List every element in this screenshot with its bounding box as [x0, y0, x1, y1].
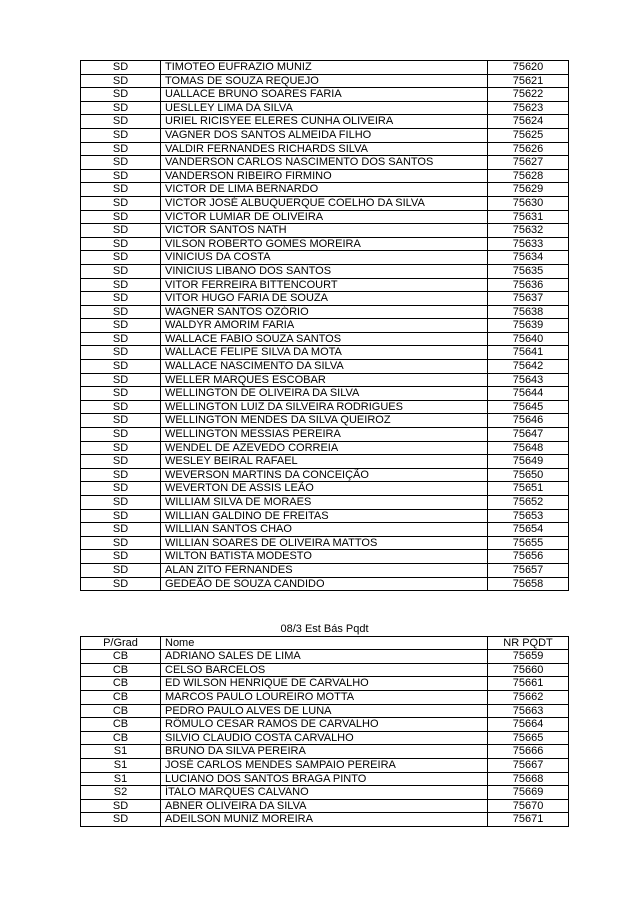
number-cell: 75623 [488, 101, 569, 115]
number-cell: 75655 [488, 536, 569, 550]
table-row [81, 550, 569, 564]
rank-cell: CB [81, 731, 161, 745]
rank-cell: S1 [81, 772, 161, 786]
table-row [81, 731, 569, 745]
table-row [81, 74, 569, 88]
rank-cell: CB [81, 718, 161, 732]
name-cell: BRUNO DA SILVA PEREIRA [161, 745, 488, 759]
name-cell: MARCOS PAULO LOUREIRO MOTTA [161, 690, 488, 704]
rank-cell: SD [81, 128, 161, 142]
rank-cell: SD [81, 813, 161, 827]
number-cell: 75633 [488, 237, 569, 251]
rank-cell: SD [81, 74, 161, 88]
number-cell: 75638 [488, 305, 569, 319]
name-cell: WESLEY BEIRAL RAFAEL [161, 455, 488, 469]
rank-cell: SD [81, 387, 161, 401]
rank-cell: SD [81, 346, 161, 360]
name-cell: WALLACE FABIO SOUZA SANTOS [161, 332, 488, 346]
name-cell: ALAN ZITO FERNANDES [161, 563, 488, 577]
header-number: NR PQDT [488, 636, 569, 650]
table-row [81, 332, 569, 346]
name-cell: VINICIUS LIBANO DOS SANTOS [161, 264, 488, 278]
number-cell: 75657 [488, 563, 569, 577]
name-cell: VILSON ROBERTO GOMES MOREIRA [161, 237, 488, 251]
rank-cell: SD [81, 183, 161, 197]
name-cell: WILLIAM SILVA DE MORAES [161, 496, 488, 510]
number-cell: 75668 [488, 772, 569, 786]
table-row [81, 455, 569, 469]
name-cell: WENDEL DE AZEVEDO CORREIA [161, 441, 488, 455]
name-cell: ÍTALO MARQUES CALVANO [161, 786, 488, 800]
number-cell: 75650 [488, 468, 569, 482]
rank-cell: SD [81, 305, 161, 319]
number-cell: 75651 [488, 482, 569, 496]
table-row [81, 650, 569, 664]
number-cell: 75625 [488, 128, 569, 142]
name-cell: TOMAS DE SOUZA REQUEJO [161, 74, 488, 88]
number-cell: 75664 [488, 718, 569, 732]
name-cell: VINICIUS DA COSTA [161, 251, 488, 265]
rank-cell: SD [81, 441, 161, 455]
table-row [81, 61, 569, 75]
rank-cell: S2 [81, 786, 161, 800]
name-cell: VANDERSON RIBEIRO FIRMINO [161, 169, 488, 183]
table-row [81, 663, 569, 677]
section-caption-row [81, 623, 569, 636]
name-cell: JOSÉ CARLOS MENDES SAMPAIO PEREIRA [161, 758, 488, 772]
table-row [81, 690, 569, 704]
name-cell: WALDYR AMORIM FARIA [161, 319, 488, 333]
name-cell: WELLER MARQUES ESCOBAR [161, 373, 488, 387]
table-row [81, 101, 569, 115]
name-cell: UALLACE BRUNO SOARES FARIA [161, 88, 488, 102]
rank-cell: CB [81, 704, 161, 718]
table-row [81, 745, 569, 759]
table-row [81, 677, 569, 691]
name-cell: LUCIANO DOS SANTOS BRAGA PINTO [161, 772, 488, 786]
number-cell: 75620 [488, 61, 569, 75]
number-cell: 75624 [488, 115, 569, 129]
rank-cell: SD [81, 577, 161, 591]
table-row [81, 786, 569, 800]
rank-cell: SD [81, 61, 161, 75]
table-row [81, 319, 569, 333]
table-row [81, 169, 569, 183]
table-row [81, 373, 569, 387]
number-cell: 75637 [488, 292, 569, 306]
rank-cell: SD [81, 428, 161, 442]
number-cell: 75648 [488, 441, 569, 455]
rank-cell: SD [81, 237, 161, 251]
number-cell: 75635 [488, 264, 569, 278]
rank-cell: SD [81, 142, 161, 156]
name-cell: WAGNER SANTOS OZÓRIO [161, 305, 488, 319]
rank-cell: CB [81, 663, 161, 677]
rank-cell: SD [81, 224, 161, 238]
table-row [81, 428, 569, 442]
rank-cell: SD [81, 400, 161, 414]
name-cell: VICTOR JOSÉ ALBUQUERQUE COELHO DA SILVA [161, 196, 488, 210]
number-cell: 75665 [488, 731, 569, 745]
rank-cell: SD [81, 509, 161, 523]
rank-cell: SD [81, 455, 161, 469]
header-name: Nome [161, 636, 488, 650]
name-cell: WELLINGTON LUIZ DA SILVEIRA RODRIGUES [161, 400, 488, 414]
name-cell: WELLINGTON MENDES DA SILVA QUEIROZ [161, 414, 488, 428]
name-cell: WELLINGTON MESSIAS PEREIRA [161, 428, 488, 442]
number-cell: 75658 [488, 577, 569, 591]
name-cell: URIEL RICISYEE ELERES CUNHA OLIVEIRA [161, 115, 488, 129]
name-cell: WILLIAN SOARES DE OLIVEIRA MATTOS [161, 536, 488, 550]
rank-cell: SD [81, 373, 161, 387]
name-cell: VANDERSON CARLOS NASCIMENTO DOS SANTOS [161, 156, 488, 170]
name-cell: WEVERTON DE ASSIS LEÃO [161, 482, 488, 496]
number-cell: 75652 [488, 496, 569, 510]
roster-table-2-body [81, 623, 569, 826]
rank-cell: SD [81, 88, 161, 102]
table-row [81, 88, 569, 102]
number-cell: 75663 [488, 704, 569, 718]
rank-cell: SD [81, 319, 161, 333]
number-cell: 75634 [488, 251, 569, 265]
table-row [81, 718, 569, 732]
number-cell: 75654 [488, 523, 569, 537]
name-cell: VALDIR FERNANDES RICHARDS SILVA [161, 142, 488, 156]
table-row [81, 251, 569, 265]
name-cell: WILTON BATISTA MODESTO [161, 550, 488, 564]
name-cell: VITOR FERREIRA BITTENCOURT [161, 278, 488, 292]
name-cell: RÔMULO CESAR RAMOS DE CARVALHO [161, 718, 488, 732]
table-row [81, 536, 569, 550]
rank-cell: CB [81, 690, 161, 704]
name-cell: ADRIANO SALES DE LIMA [161, 650, 488, 664]
name-cell: ABNER OLIVEIRA DA SILVA [161, 799, 488, 813]
table-row [81, 264, 569, 278]
number-cell: 75656 [488, 550, 569, 564]
name-cell: VICTOR LUMIAR DE OLIVEIRA [161, 210, 488, 224]
number-cell: 75661 [488, 677, 569, 691]
table-row [81, 224, 569, 238]
number-cell: 75621 [488, 74, 569, 88]
number-cell: 75632 [488, 224, 569, 238]
table-row [81, 196, 569, 210]
rank-cell: SD [81, 360, 161, 374]
rank-cell: SD [81, 332, 161, 346]
table-row [81, 468, 569, 482]
number-cell: 75643 [488, 373, 569, 387]
table-row [81, 509, 569, 523]
number-cell: 75628 [488, 169, 569, 183]
number-cell: 75667 [488, 758, 569, 772]
table-row [81, 183, 569, 197]
table-row [81, 360, 569, 374]
name-cell: WEVERSON MARTINS DA CONCEIÇÃO [161, 468, 488, 482]
rank-cell: SD [81, 210, 161, 224]
number-cell: 75649 [488, 455, 569, 469]
table-row [81, 210, 569, 224]
rank-cell: SD [81, 251, 161, 265]
number-cell: 75629 [488, 183, 569, 197]
name-cell: TIMOTEO EUFRAZIO MUNIZ [161, 61, 488, 75]
table-row [81, 128, 569, 142]
name-cell: PEDRO PAULO ALVES DE LUNA [161, 704, 488, 718]
rank-cell: S1 [81, 745, 161, 759]
rank-cell: SD [81, 563, 161, 577]
table-header-row [81, 636, 569, 650]
roster-table-1-body [81, 61, 569, 591]
name-cell: VITOR HUGO FARIA DE SOUZA [161, 292, 488, 306]
table-row [81, 292, 569, 306]
name-cell: WALLACE FELIPE SILVA DA MOTA [161, 346, 488, 360]
table-row [81, 278, 569, 292]
section-caption: 08/3 Est Bás Pqdt [280, 623, 369, 635]
rank-cell: SD [81, 414, 161, 428]
roster-table-1 [80, 60, 569, 591]
number-cell: 75639 [488, 319, 569, 333]
table-row [81, 115, 569, 129]
name-cell: ADEILSON MUNIZ MOREIRA [161, 813, 488, 827]
name-cell: VICTOR DE LIMA BERNARDO [161, 183, 488, 197]
number-cell: 75660 [488, 663, 569, 677]
rank-cell: SD [81, 169, 161, 183]
number-cell: 75640 [488, 332, 569, 346]
number-cell: 75666 [488, 745, 569, 759]
name-cell: WILLIAN SANTOS CHAO [161, 523, 488, 537]
name-cell: UESLLEY LIMA DA SILVA [161, 101, 488, 115]
number-cell: 75646 [488, 414, 569, 428]
rank-cell: S1 [81, 758, 161, 772]
table-row [81, 414, 569, 428]
table-row [81, 496, 569, 510]
number-cell: 75627 [488, 156, 569, 170]
number-cell: 75659 [488, 650, 569, 664]
number-cell: 75636 [488, 278, 569, 292]
rank-cell: SD [81, 536, 161, 550]
rank-cell: SD [81, 156, 161, 170]
table-row [81, 441, 569, 455]
rank-cell: CB [81, 650, 161, 664]
rank-cell: SD [81, 115, 161, 129]
rank-cell: SD [81, 482, 161, 496]
table-row [81, 813, 569, 827]
rank-cell: SD [81, 550, 161, 564]
rank-cell: SD [81, 523, 161, 537]
roster-table-2 [80, 623, 569, 827]
name-cell: GEDEÃO DE SOUZA CANDIDO [161, 577, 488, 591]
table-row [81, 563, 569, 577]
table-row [81, 142, 569, 156]
table-row [81, 346, 569, 360]
rank-cell: SD [81, 264, 161, 278]
name-cell: CELSO BARCELOS [161, 663, 488, 677]
name-cell: VAGNER DOS SANTOS ALMEIDA FILHO [161, 128, 488, 142]
table-row [81, 482, 569, 496]
name-cell: SILVIO CLAUDIO COSTA CARVALHO [161, 731, 488, 745]
header-rank: P/Grad [81, 636, 161, 650]
number-cell: 75662 [488, 690, 569, 704]
name-cell: WALLACE NASCIMENTO DA SILVA [161, 360, 488, 374]
table-row [81, 400, 569, 414]
number-cell: 75644 [488, 387, 569, 401]
number-cell: 75630 [488, 196, 569, 210]
table-row [81, 305, 569, 319]
table-row [81, 387, 569, 401]
number-cell: 75622 [488, 88, 569, 102]
rank-cell: SD [81, 196, 161, 210]
number-cell: 75631 [488, 210, 569, 224]
number-cell: 75642 [488, 360, 569, 374]
table-row [81, 156, 569, 170]
number-cell: 75671 [488, 813, 569, 827]
number-cell: 75647 [488, 428, 569, 442]
name-cell: VICTOR SANTOS NATH [161, 224, 488, 238]
number-cell: 75641 [488, 346, 569, 360]
number-cell: 75626 [488, 142, 569, 156]
table-row [81, 799, 569, 813]
number-cell: 75670 [488, 799, 569, 813]
rank-cell: SD [81, 278, 161, 292]
rank-cell: SD [81, 101, 161, 115]
number-cell: 75653 [488, 509, 569, 523]
name-cell: ED WILSON HENRIQUE DE CARVALHO [161, 677, 488, 691]
number-cell: 75669 [488, 786, 569, 800]
table-row [81, 758, 569, 772]
name-cell: WILLIAN GALDINO DE FREITAS [161, 509, 488, 523]
table-row [81, 704, 569, 718]
rank-cell: SD [81, 292, 161, 306]
rank-cell: SD [81, 799, 161, 813]
number-cell: 75645 [488, 400, 569, 414]
rank-cell: SD [81, 496, 161, 510]
table-row [81, 237, 569, 251]
rank-cell: SD [81, 468, 161, 482]
table-row [81, 577, 569, 591]
name-cell: WELLINGTON DE OLIVEIRA DA SILVA [161, 387, 488, 401]
rank-cell: CB [81, 677, 161, 691]
table-row [81, 523, 569, 537]
table-row [81, 772, 569, 786]
